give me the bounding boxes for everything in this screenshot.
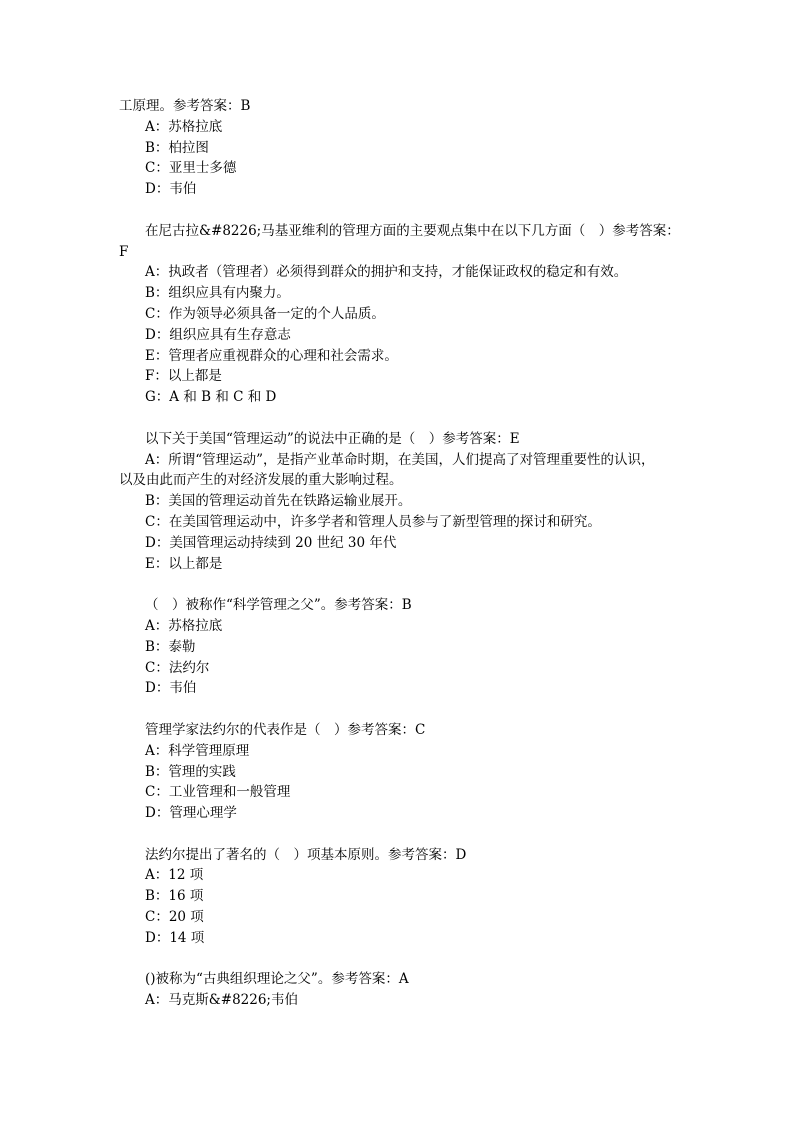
text-line: A：苏格拉底	[145, 617, 223, 634]
text-line: 法约尔提出了著名的（ ）项基本原则。参考答案：D	[145, 846, 467, 863]
text-line: C：法约尔	[145, 659, 210, 676]
text-line: C：工业管理和一般管理	[145, 784, 291, 801]
text-line: 管理学家法约尔的代表作是（ ）参考答案：C	[145, 721, 426, 738]
text-line: 工原理。参考答案：B	[119, 98, 251, 114]
text-line: D：14 项	[145, 929, 205, 946]
text-line: B：组织应具有内聚力。	[145, 285, 290, 302]
paragraph-spacer	[0, 699, 794, 720]
paragraph-spacer	[0, 408, 794, 429]
text-line: D：韦伯	[145, 680, 197, 697]
text-line: D：组织应具有生存意志	[145, 326, 291, 343]
document-body	[0, 96, 794, 1011]
text-line: B：美国的管理运动首先在铁路运输业展开。	[145, 493, 412, 510]
text-line: B：泰勒	[145, 638, 196, 655]
text-line: A：科学管理原理	[145, 742, 250, 759]
text-line: C：作为领导必须具备一定的个人品质。	[145, 305, 385, 322]
text-line: ()被称为“古典组织理论之父”。参考答案：A	[145, 971, 409, 988]
text-line: （ ）被称作“科学管理之父”。参考答案：B	[145, 597, 412, 614]
text-line: D：管理心理学	[145, 805, 237, 822]
paragraph-spacer	[0, 574, 794, 595]
text-line: A：所谓“管理运动”，是指产业革命时期，在美国，人们提高了对管理重要性的认识，	[145, 451, 655, 468]
text-line: D：韦伯	[145, 181, 197, 198]
text-line: A：马克斯&#8226;韦伯	[145, 992, 298, 1009]
text-line: F：以上都是	[145, 368, 222, 385]
paragraph-spacer	[0, 200, 794, 221]
text-line: F	[119, 243, 129, 260]
text-line: 以及由此而产生的对经济发展的重大影响过程。	[119, 472, 403, 489]
text-line: C：20 项	[145, 909, 204, 926]
text-line: E：以上都是	[145, 555, 223, 572]
text-line: A：苏格拉底	[145, 118, 223, 135]
text-line: G：A 和 B 和 C 和 D	[145, 389, 277, 406]
text-line: E：管理者应重视群众的心理和社会需求。	[145, 347, 398, 364]
text-line: D：美国管理运动持续到 20 世纪 30 年代	[145, 534, 397, 551]
text-line: B：16 项	[145, 888, 204, 905]
text-line: C：亚里士多德	[145, 160, 237, 177]
text-line: C：在美国管理运动中，许多学者和管理人员参与了新型管理的探讨和研究。	[145, 513, 601, 530]
text-line: A：执政者（管理者）必须得到群众的拥护和支持，才能保证政权的稳定和有效。	[145, 264, 628, 281]
paragraph-spacer	[0, 949, 794, 970]
text-line: B：管理的实践	[145, 763, 236, 780]
text-line: 以下关于美国“管理运动”的说法中正确的是（ ）参考答案：E	[145, 430, 520, 447]
paragraph-spacer	[0, 824, 794, 845]
text-line: B：柏拉图	[145, 139, 209, 156]
text-line: 在尼古拉&#8226;马基亚维利的管理方面的主要观点集中在以下几方面（ ）参考答案：	[145, 222, 680, 239]
text-line: A：12 项	[145, 867, 204, 884]
